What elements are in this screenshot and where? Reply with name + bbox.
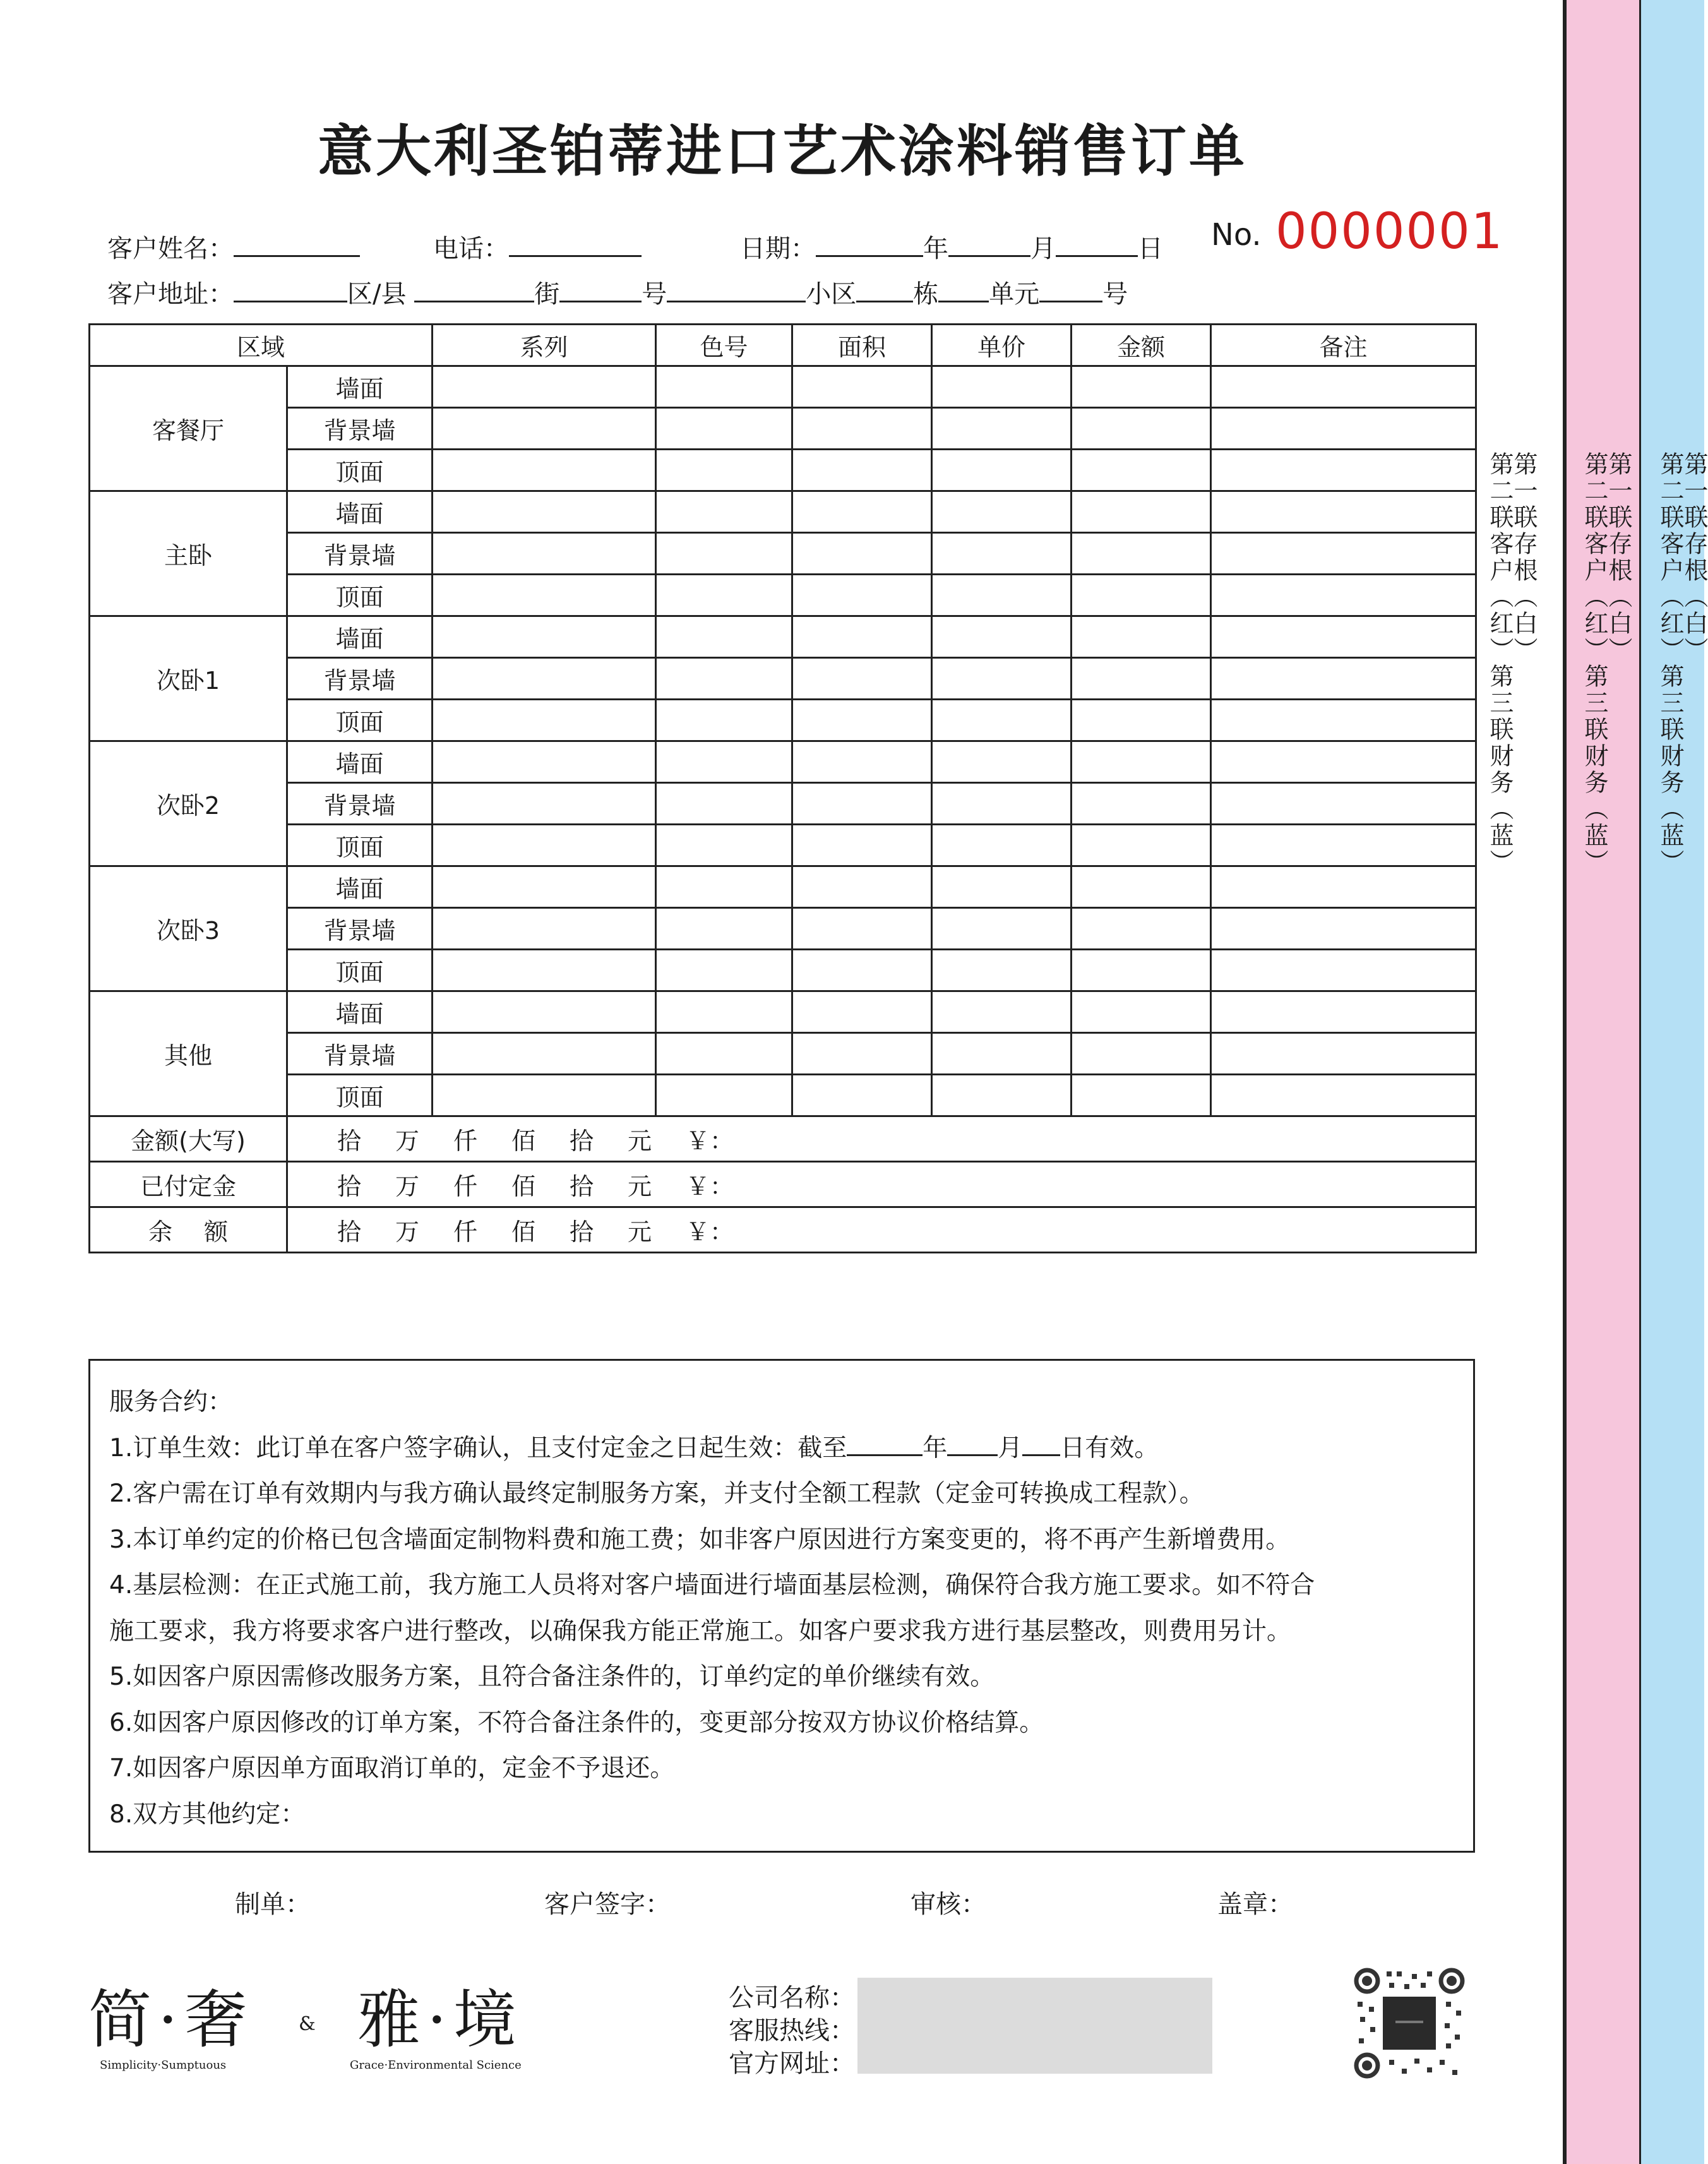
- order-cell[interactable]: [1211, 616, 1476, 658]
- order-cell[interactable]: [433, 408, 656, 450]
- area-name: 其他: [90, 991, 287, 1116]
- amount-unit: 拾: [337, 1173, 362, 1200]
- order-table: [88, 323, 1477, 1253]
- order-cell[interactable]: [932, 908, 1072, 950]
- order-cell[interactable]: [656, 366, 792, 408]
- table-row: [90, 616, 1476, 658]
- order-cell[interactable]: [932, 658, 1072, 700]
- order-cell[interactable]: [932, 450, 1072, 491]
- phone-label: 电话：: [433, 234, 509, 263]
- brand-left-cn: 简·奢: [88, 1983, 254, 2057]
- column-header: 面积: [792, 325, 932, 366]
- order-cell[interactable]: [433, 866, 656, 908]
- amount-unit: 万: [395, 1127, 420, 1155]
- order-cell[interactable]: [932, 533, 1072, 575]
- order-cell[interactable]: [1211, 575, 1476, 616]
- month-field[interactable]: [948, 234, 1030, 257]
- order-cell[interactable]: [433, 783, 656, 825]
- customer-name-field[interactable]: [234, 234, 360, 257]
- order-cell[interactable]: [1072, 700, 1211, 741]
- brand-right-cn: 雅·境: [357, 1983, 523, 2057]
- order-cell[interactable]: [656, 700, 792, 741]
- sub-area: 背景墙: [287, 408, 433, 450]
- sub-area: 顶面: [287, 575, 433, 616]
- order-cell[interactable]: [1072, 616, 1211, 658]
- order-cell[interactable]: [1211, 908, 1476, 950]
- order-cell[interactable]: [792, 783, 932, 825]
- phone-field[interactable]: [509, 234, 642, 257]
- table-row: [90, 491, 1476, 533]
- terms-item-4b: 施工要求，我方将要求客户进行整改，以确保我方能正常施工。如客户要求我方进行基层整改，则费用另计。: [109, 1617, 1292, 1646]
- order-cell[interactable]: [792, 908, 932, 950]
- order-cell[interactable]: [792, 1075, 932, 1116]
- order-cell[interactable]: [932, 408, 1072, 450]
- order-cell[interactable]: [932, 950, 1072, 991]
- table-row: [90, 783, 1476, 825]
- terms-item-1: 1.订单生效：此订单在客户签字确认，且支付定金之日起生效：截至 年 月 日有效。: [109, 1433, 1159, 1462]
- order-cell[interactable]: [433, 1033, 656, 1075]
- order-cell[interactable]: [932, 866, 1072, 908]
- order-cell[interactable]: [1211, 450, 1476, 491]
- sub-area: 顶面: [287, 450, 433, 491]
- valid-year-field[interactable]: [847, 1435, 923, 1456]
- order-cell[interactable]: [932, 825, 1072, 866]
- amount-unit: 元: [628, 1173, 652, 1200]
- sub-area: 顶面: [287, 700, 433, 741]
- brand-ampersand: &: [299, 2013, 316, 2035]
- order-cell[interactable]: [656, 616, 792, 658]
- amount-unit: 仟: [453, 1218, 478, 1246]
- order-cell[interactable]: [433, 825, 656, 866]
- review-signature[interactable]: 审核：: [911, 1890, 986, 1919]
- order-cell[interactable]: [792, 575, 932, 616]
- order-cell[interactable]: [1072, 866, 1211, 908]
- table-row: [90, 366, 1476, 408]
- order-cell[interactable]: [1072, 491, 1211, 533]
- order-cell[interactable]: [1072, 408, 1211, 450]
- sub-area: 墙面: [287, 366, 433, 408]
- date-row: 日期： 年 月 日: [740, 234, 1163, 263]
- table-row: [90, 950, 1476, 991]
- order-cell[interactable]: [792, 825, 932, 866]
- amount-unit: 拾: [570, 1127, 594, 1155]
- maker-signature[interactable]: 制单：: [235, 1890, 311, 1919]
- amount-unit: 佰: [511, 1127, 536, 1155]
- order-cell[interactable]: [1072, 1075, 1211, 1116]
- sub-area: 墙面: [287, 741, 433, 783]
- brand-right-en: Grace·Environmental Science: [350, 2059, 522, 2072]
- table-row: [90, 700, 1476, 741]
- order-cell[interactable]: [1072, 575, 1211, 616]
- order-cell[interactable]: [1211, 1033, 1476, 1075]
- qr-code-icon[interactable]: [1351, 1965, 1467, 2081]
- order-cell[interactable]: [792, 741, 932, 783]
- sub-area: 背景墙: [287, 908, 433, 950]
- summary-row: [90, 1162, 1476, 1207]
- order-cell[interactable]: [656, 950, 792, 991]
- order-cell[interactable]: [656, 991, 792, 1033]
- table-row: [90, 908, 1476, 950]
- amount-unit: 佰: [511, 1173, 536, 1200]
- summary-label: 已付定金: [90, 1162, 287, 1207]
- amount-unit: 万: [395, 1173, 420, 1200]
- order-cell[interactable]: [1211, 533, 1476, 575]
- building-field[interactable]: [856, 279, 913, 302]
- order-cell[interactable]: [932, 366, 1072, 408]
- company-label: 公司名称：: [729, 1983, 855, 2012]
- order-cell[interactable]: [656, 533, 792, 575]
- amount-unit: 仟: [453, 1173, 478, 1200]
- terms-item-7: 7.如因客户原因单方面取消订单的，定金不予退还。: [109, 1754, 675, 1783]
- order-cell[interactable]: [656, 741, 792, 783]
- address-label: 客户地址：: [107, 280, 234, 309]
- order-cell[interactable]: [792, 866, 932, 908]
- order-cell[interactable]: [932, 741, 1072, 783]
- sub-area: 墙面: [287, 866, 433, 908]
- day-field[interactable]: [1056, 234, 1138, 257]
- order-cell[interactable]: [433, 533, 656, 575]
- order-cell[interactable]: [433, 908, 656, 950]
- order-cell[interactable]: [656, 825, 792, 866]
- order-cell[interactable]: [1211, 950, 1476, 991]
- summary-label: 金额(大写): [90, 1116, 287, 1162]
- summary-amount-field[interactable]: [287, 1207, 1476, 1253]
- column-header: 金额: [1072, 325, 1211, 366]
- year-field[interactable]: [816, 234, 923, 257]
- amount-unit: 元: [628, 1127, 652, 1155]
- order-cell[interactable]: [932, 783, 1072, 825]
- order-cell[interactable]: [656, 491, 792, 533]
- summary-amount-field[interactable]: [287, 1116, 1476, 1162]
- order-cell[interactable]: [656, 783, 792, 825]
- order-cell[interactable]: [792, 1033, 932, 1075]
- order-cell[interactable]: [792, 408, 932, 450]
- order-cell[interactable]: [433, 491, 656, 533]
- address-row: 客户地址： 区/县 街 号 小区 栋 单元 号: [107, 280, 1128, 309]
- order-cell[interactable]: [1211, 866, 1476, 908]
- order-cell[interactable]: [932, 616, 1072, 658]
- table-header-row: [90, 325, 1476, 366]
- order-cell[interactable]: [656, 908, 792, 950]
- order-number: 0000001: [1275, 203, 1504, 260]
- blue-copy-strip: [1639, 0, 1708, 2164]
- date-label: 日期：: [740, 234, 816, 263]
- unit-field[interactable]: [938, 279, 989, 302]
- order-cell[interactable]: [1211, 991, 1476, 1033]
- order-cell[interactable]: [792, 533, 932, 575]
- order-cell[interactable]: [656, 1075, 792, 1116]
- summary-amount-field[interactable]: [287, 1162, 1476, 1207]
- order-cell[interactable]: [656, 866, 792, 908]
- order-cell[interactable]: [792, 491, 932, 533]
- order-cell[interactable]: [1072, 950, 1211, 991]
- sub-area: 背景墙: [287, 533, 433, 575]
- sub-area: 墙面: [287, 491, 433, 533]
- order-cell[interactable]: [656, 658, 792, 700]
- amount-unit: 元: [628, 1218, 652, 1246]
- amount-unit: 万: [395, 1218, 420, 1246]
- column-header: 色号: [656, 325, 792, 366]
- order-cell[interactable]: [1072, 658, 1211, 700]
- order-cell[interactable]: [1072, 533, 1211, 575]
- hotline-label: 客服热线：: [729, 2016, 855, 2045]
- table-row: [90, 825, 1476, 866]
- terms-item-4a: 4.基层检测：在正式施工前，我方施工人员将对客户墙面进行墙面基层检测，确保符合我方施工要求。如不符合: [109, 1571, 1315, 1599]
- order-cell[interactable]: [1211, 783, 1476, 825]
- order-cell[interactable]: [656, 450, 792, 491]
- order-cell[interactable]: [792, 700, 932, 741]
- terms-item-3: 3.本订单约定的价格已包含墙面定制物料费和施工费；如非客户原因进行方案变更的，将不再产生新增费用。: [109, 1525, 1291, 1554]
- order-cell[interactable]: [1211, 366, 1476, 408]
- room-field[interactable]: [1039, 279, 1102, 302]
- terms-item-8: 8.双方其他约定：: [109, 1800, 306, 1829]
- order-cell[interactable]: [1072, 741, 1211, 783]
- terms-heading: 服务合约：: [109, 1388, 233, 1416]
- area-name: 主卧: [90, 491, 287, 616]
- order-cell[interactable]: [1072, 366, 1211, 408]
- contact-info-box: [857, 1978, 1212, 2074]
- order-cell[interactable]: [433, 616, 656, 658]
- amount-unit: ￥：: [686, 1218, 734, 1246]
- order-cell[interactable]: [1072, 1033, 1211, 1075]
- order-cell[interactable]: [433, 450, 656, 491]
- order-cell[interactable]: [1211, 700, 1476, 741]
- red-copy-strip: [1565, 0, 1639, 2164]
- area-name: 客餐厅: [90, 366, 287, 491]
- sub-area: 顶面: [287, 1075, 433, 1116]
- order-cell[interactable]: [1072, 825, 1211, 866]
- community-field[interactable]: [667, 279, 806, 302]
- sub-area: 墙面: [287, 616, 433, 658]
- summary-row: [90, 1207, 1476, 1253]
- order-cell[interactable]: [1211, 741, 1476, 783]
- amount-unit: ￥：: [686, 1127, 734, 1155]
- table-row: [90, 991, 1476, 1033]
- table-row: [90, 658, 1476, 700]
- order-cell[interactable]: [792, 991, 932, 1033]
- table-row: [90, 1033, 1476, 1075]
- terms-item-6: 6.如因客户原因修改的订单方案，不符合备注条件的，变更部分按双方协议价格结算。: [109, 1708, 1044, 1737]
- terms-item-5: 5.如因客户原因需修改服务方案，且符合备注条件的，订单约定的单价继续有效。: [109, 1663, 995, 1691]
- sub-area: 背景墙: [287, 1033, 433, 1075]
- copy-labels-pink-sheet: 第一联存根（白） 第二联客户（红）第三联财务（蓝）: [1580, 451, 1632, 876]
- order-cell[interactable]: [1211, 658, 1476, 700]
- page-title: 意大利圣铂蒂进口艺术涂料销售订单: [317, 119, 1247, 184]
- phone-row: [433, 229, 642, 265]
- terms-item-2: 2.客户需在订单有效期内与我方确认最终定制服务方案，并支付全额工程款（定金可转换成工程款）。: [109, 1480, 1204, 1508]
- copy-labels-blue-sheet: 第一联存根（白） 第二联客户（红）第三联财务（蓝）: [1656, 451, 1708, 876]
- order-cell[interactable]: [932, 491, 1072, 533]
- area-name: 次卧2: [90, 741, 287, 866]
- column-header: 备注: [1211, 325, 1476, 366]
- order-cell[interactable]: [1072, 908, 1211, 950]
- sub-area: 顶面: [287, 825, 433, 866]
- amount-unit: 拾: [337, 1218, 362, 1246]
- copy-labels-white-sheet: 第一联存根（白） 第二联客户（红）第三联财务（蓝）: [1486, 451, 1538, 876]
- order-cell[interactable]: [433, 991, 656, 1033]
- order-cell[interactable]: [433, 366, 656, 408]
- table-row: [90, 533, 1476, 575]
- seal-signature[interactable]: 盖章：: [1217, 1890, 1293, 1919]
- website-label: 官方网址：: [729, 2049, 855, 2078]
- amount-unit: 仟: [453, 1127, 478, 1155]
- order-cell[interactable]: [656, 1033, 792, 1075]
- order-cell[interactable]: [1211, 825, 1476, 866]
- order-cell[interactable]: [433, 575, 656, 616]
- order-cell[interactable]: [792, 658, 932, 700]
- valid-month-field[interactable]: [947, 1435, 998, 1456]
- column-header: 区域: [90, 325, 433, 366]
- order-cell[interactable]: [433, 950, 656, 991]
- order-cell[interactable]: [932, 1033, 1072, 1075]
- area-name: 次卧1: [90, 616, 287, 741]
- order-cell[interactable]: [792, 450, 932, 491]
- brand-left-en: Simplicity·Sumptuous: [100, 2059, 227, 2072]
- order-cell[interactable]: [1211, 408, 1476, 450]
- valid-day-field[interactable]: [1022, 1435, 1060, 1456]
- table-row: [90, 408, 1476, 450]
- customer-name-row: [107, 229, 360, 265]
- order-cell[interactable]: [1211, 491, 1476, 533]
- order-cell[interactable]: [656, 575, 792, 616]
- order-cell[interactable]: [1072, 450, 1211, 491]
- order-cell[interactable]: [932, 700, 1072, 741]
- order-cell[interactable]: [1072, 991, 1211, 1033]
- street-no-field[interactable]: [559, 279, 642, 302]
- sub-area: 背景墙: [287, 658, 433, 700]
- order-number-label: No.: [1211, 217, 1262, 253]
- order-cell[interactable]: [792, 950, 932, 991]
- table-row: [90, 450, 1476, 491]
- order-cell[interactable]: [433, 700, 656, 741]
- table-row: [90, 866, 1476, 908]
- order-cell[interactable]: [932, 575, 1072, 616]
- summary-row: [90, 1116, 1476, 1162]
- amount-unit: 拾: [570, 1218, 594, 1246]
- table-row: [90, 575, 1476, 616]
- order-cell[interactable]: [433, 658, 656, 700]
- area-name: 次卧3: [90, 866, 287, 991]
- sub-area: 背景墙: [287, 783, 433, 825]
- sub-area: 顶面: [287, 950, 433, 991]
- amount-unit: 佰: [511, 1218, 536, 1246]
- amount-unit: 拾: [337, 1127, 362, 1155]
- column-header: 单价: [932, 325, 1072, 366]
- order-cell[interactable]: [1072, 783, 1211, 825]
- order-cell[interactable]: [433, 1075, 656, 1116]
- service-terms: [88, 1359, 1475, 1853]
- amount-unit: ￥：: [686, 1173, 734, 1200]
- street-field[interactable]: [414, 279, 534, 302]
- order-cell[interactable]: [1211, 1075, 1476, 1116]
- customer-name-label: 客户姓名：: [107, 234, 234, 263]
- order-cell[interactable]: [792, 616, 932, 658]
- column-header: 系列: [433, 325, 656, 366]
- customer-signature[interactable]: 客户签字：: [544, 1890, 671, 1919]
- sub-area: 墙面: [287, 991, 433, 1033]
- order-cell[interactable]: [932, 1075, 1072, 1116]
- district-field[interactable]: [234, 279, 347, 302]
- order-cell[interactable]: [656, 408, 792, 450]
- order-cell[interactable]: [792, 366, 932, 408]
- order-cell[interactable]: [433, 741, 656, 783]
- amount-unit: 拾: [570, 1173, 594, 1200]
- order-cell[interactable]: [932, 991, 1072, 1033]
- summary-label: 余 额: [90, 1207, 287, 1253]
- table-row: [90, 1075, 1476, 1116]
- table-row: [90, 741, 1476, 783]
